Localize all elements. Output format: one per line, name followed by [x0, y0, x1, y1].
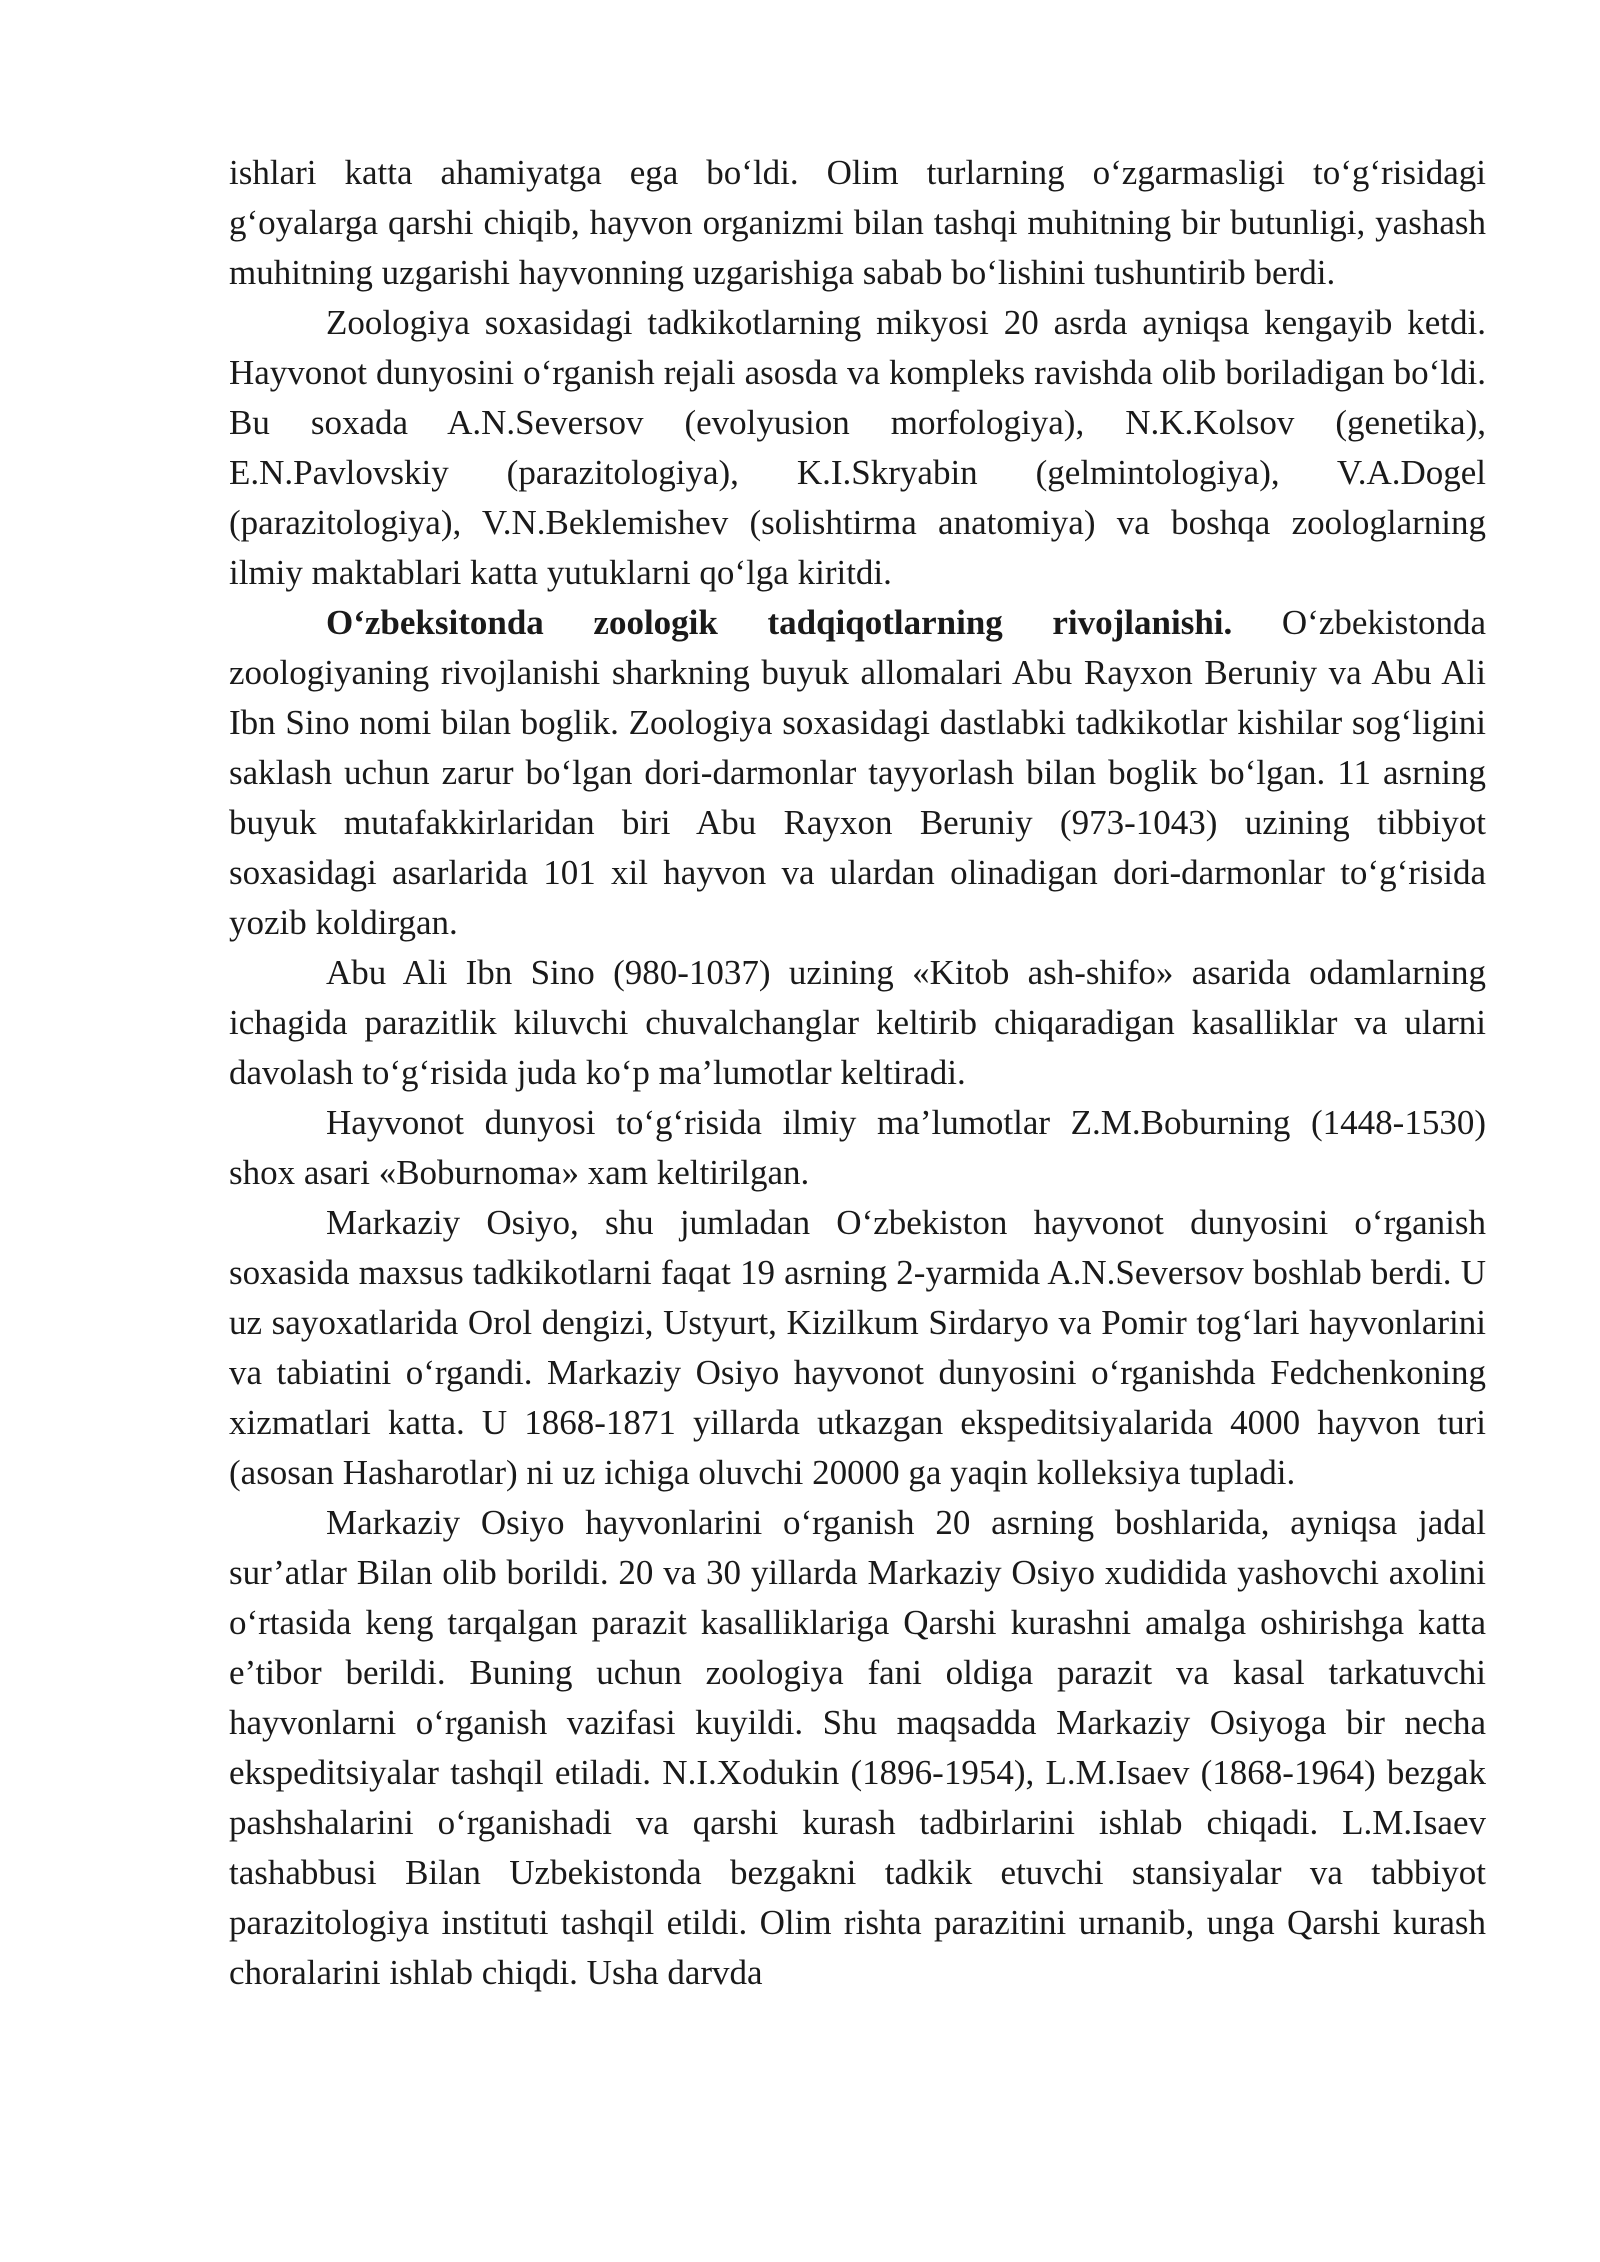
- paragraph-1: ishlari katta ahamiyatga ega bo‘ldi. Olim turlarning o‘zgarmasligi to‘g‘risidagi g‘oyalarga qarshi chiqib, hayvon organizmi bilan tashqi muhitning bir butunligi, yashash muhitning uzgarishi hayvonning uzgarishiga sabab bo‘lishini tushuntirib berdi.: [229, 153, 1486, 292]
- section-heading: O‘zbeksitonda zoologik tadqiqotlarning rivojlanishi.: [326, 603, 1233, 642]
- paragraph-2: Zoologiya soxasidagi tadkikotlarning mikyosi 20 asrda ayniqsa kengayib ketdi. Hayvonot dunyosini o‘rganish rejali asosda va kompleks ravishda olib boriladigan bo‘ldi. Bu soxada A.N.Seversov (evolyusion morfologiya), N.K.Kolsov (genetika), E.N.Pavlovskiy (parazitologiya), K.I.Skryabin (gelmintologiya), V.A.Dogel (parazitologiya), V.N.Beklemishev (solishtirma anatomiya) va boshqa zoologlarning ilmiy maktablari katta yutuklarni qo‘lga kiritdi.: [229, 303, 1486, 592]
- paragraph-7: Markaziy Osiyo hayvonlarini o‘rganish 20 asrning boshlarida, ayniqsa jadal sur’atlar Bilan olib borildi. 20 va 30 yillarda Markaziy Osiyo xudidida yashovchi axolini o‘rtasida keng tarqalgan parazit kasalliklariga Qarshi kurashni amalga oshirishga katta e’tibor berildi. Buning uchun zoologiya fani oldiga parazit va kasal tarkatuvchi hayvonlarni o‘rganish vazifasi kuyildi. Shu maqsadda Markaziy Osiyoga bir necha ekspeditsiyalar tashqil etiladi. N.I.Xodukin (1896-1954), L.M.Isaev (1868-1964) bezgak pashshalarini o‘rganishadi va qarshi kurash tadbirlarini ishlab chiqadi. L.M.Isaev tashabbusi Bilan Uzbekistonda bezgakni tadkik etuvchi stansiyalar va tabbiyot parazitologiya instituti tashqil etildi. Olim rishta parazitini urnanib, unga Qarshi kurash choralarini ishlab chiqdi. Usha darvda: [229, 1503, 1486, 1992]
- paragraph-3-body: O‘zbekistonda zoologiyaning rivojlanishi sharkning buyuk allomalari Abu Rayxon Beruniy va Abu Ali Ibn Sino nomi bilan boglik. Zoologiya soxasidagi dastlabki tadkikotlar kishilar sog‘ligini saklash uchun zarur bo‘lgan dori-darmonlar tayyorlash bilan boglik bo‘lgan. 11 asrning buyuk mutafakkirlaridan biri Abu Rayxon Beruniy (973-1043) uzining tibbiyot soxasidagi asarlarida 101 xil hayvon va ulardan olinadigan dori-darmonlar to‘g‘risida yozib koldirgan.: [229, 603, 1486, 942]
- paragraph-3: [229, 598, 1486, 948]
- paragraph-4: Abu Ali Ibn Sino (980-1037) uzining «Kitob ash-shifo» asarida odamlarning ichagida parazitlik kiluvchi chuvalchanglar keltirib chiqaradigan kasalliklar va ularni davolash to‘g‘risida juda ko‘p ma’lumotlar keltiradi.: [229, 953, 1486, 1092]
- paragraph-6: Markaziy Osiyo, shu jumladan O‘zbekiston hayvonot dunyosini o‘rganish soxasida maxsus tadkikotlarni faqat 19 asrning 2-yarmida A.N.Seversov boshlab berdi. U uz sayoxatlarida Orol dengizi, Ustyurt, Kizilkum Sirdaryo va Pomir tog‘lari hayvonlarini va tabiatini o‘rgandi. Markaziy Osiyo hayvonot dunyosini o‘rganishda Fedchenkoning xizmatlari katta. U 1868-1871 yillarda utkazgan ekspeditsiyalarida 4000 hayvon turi (asosan Hasharotlar) ni uz ichiga oluvchi 20000 ga yaqin kolleksiya tupladi.: [229, 1203, 1486, 1492]
- document-page: [229, 148, 1486, 1998]
- paragraph-5: Hayvonot dunyosi to‘g‘risida ilmiy ma’lumotlar Z.M.Boburning (1448-1530) shox asari «Boburnoma» xam keltirilgan.: [229, 1103, 1486, 1192]
